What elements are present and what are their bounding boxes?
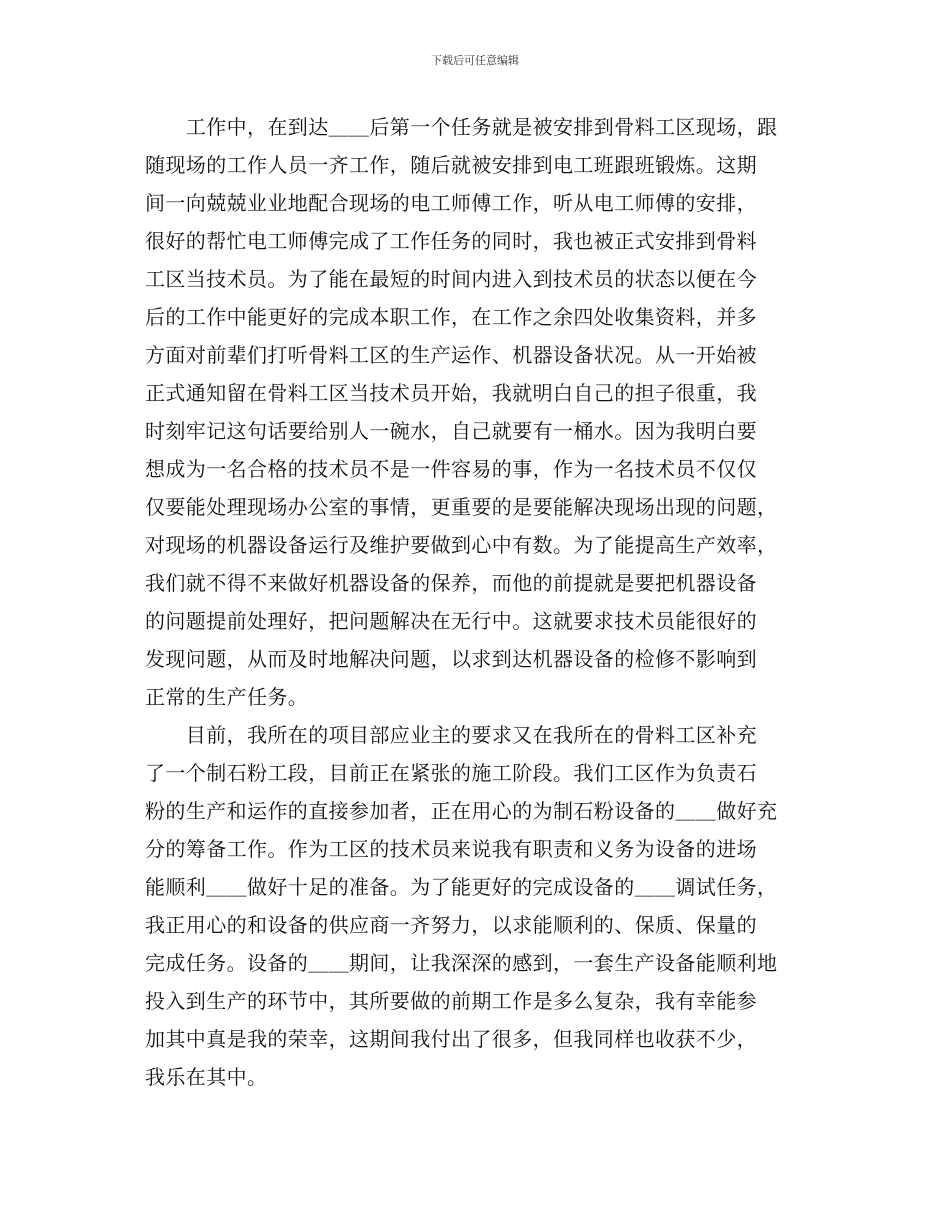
text-line: 能顺利＿＿做好十足的准备。为了能更好的完成设备的＿＿调试任务， [145, 875, 778, 899]
text-line: 很好的帮忙电工师傅完成了工作任务的同时，我也被正式安排到骨料 [145, 229, 757, 253]
text-line: 完成任务。设备的＿＿期间，让我深深的感到，一套生产设备能顺利地 [145, 951, 778, 975]
text-line: 的问题提前处理好，把问题解决在无行中。这就要求技术员能很好的 [145, 609, 757, 633]
text-line: 分的筹备工作。作为工区的技术员来说我有职责和义务为设备的进场 [145, 837, 757, 861]
text-line: 我乐在其中。 [145, 1065, 268, 1089]
text-line: 时刻牢记这句话要给别人一碗水，自己就要有一桶水。因为我明白要 [145, 419, 757, 443]
text-line: 工区当技术员。为了能在最短的时间内进入到技术员的状态以便在今 [145, 267, 757, 291]
text-line: 目前，我所在的项目部应业主的要求又在我所在的骨料工区补充 [145, 723, 757, 747]
text-line: 我正用心的和设备的供应商一齐努力，以求能顺利的、保质、保量的 [145, 913, 757, 937]
document-body [145, 108, 825, 1096]
text-line: 随现场的工作人员一齐工作，随后就被安排到电工班跟班锻炼。这期 [145, 153, 757, 177]
text-line: 想成为一名合格的技术员不是一件容易的事，作为一名技术员不仅仅 [145, 457, 757, 481]
text-line: 间一向兢兢业业地配合现场的电工师傅工作，听从电工师傅的安排， [145, 191, 757, 215]
text-line: 投入到生产的环节中，其所要做的前期工作是多么复杂，我有幸能参 [145, 989, 757, 1013]
text-line: 工作中，在到达＿＿后第一个任务就是被安排到骨料工区现场，跟 [145, 115, 778, 139]
text-line: 粉的生产和运作的直接参加者，正在用心的为制石粉设备的＿＿做好充 [145, 799, 778, 823]
text-line: 后的工作中能更好的完成本职工作，在工作之余四处收集资料，并多 [145, 305, 757, 329]
page-header: 下载后可任意编辑 [431, 54, 519, 67]
text-line: 了一个制石粉工段，目前正在紧张的施工阶段。我们工区作为负责石 [145, 761, 757, 785]
text-line: 正常的生产任务。 [145, 685, 309, 709]
text-line: 对现场的机器设备运行及维护要做到心中有数。为了能提高生产效率， [145, 533, 778, 557]
text-line: 仅要能处理现场办公室的事情，更重要的是要能解决现场出现的问题， [145, 495, 778, 519]
text-line: 发现问题，从而及时地解决问题，以求到达机器设备的检修不影响到 [145, 647, 757, 671]
text-line: 正式通知留在骨料工区当技术员开始，我就明白自己的担子很重，我 [145, 381, 757, 405]
text-line: 我们就不得不来做好机器设备的保养，而他的前提就是要把机器设备 [145, 571, 757, 595]
text-line: 加其中真是我的荣幸，这期间我付出了很多，但我同样也收获不少， [145, 1027, 757, 1051]
text-line: 方面对前辈们打听骨料工区的生产运作、机器设备状况。从一开始被 [145, 343, 757, 367]
